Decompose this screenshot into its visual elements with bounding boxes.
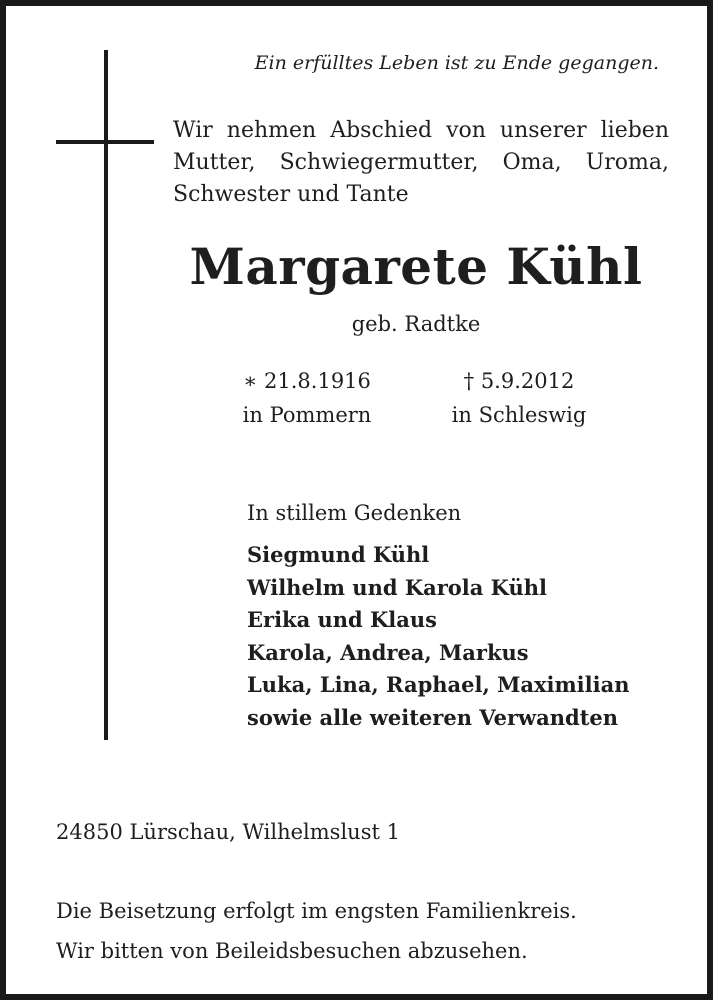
closing-notice	[56, 891, 577, 971]
mourner: sowie alle weiteren Verwandten	[247, 704, 619, 730]
mourner: Luka, Lina, Raphael, Maximilian	[247, 672, 630, 697]
memory-line: In stillem Gedenken	[247, 501, 462, 525]
closing-line: Wir bitten von Beileidsbesuchen abzusehen.	[56, 939, 528, 963]
address: 24850 Lürschau, Wilhelmslust 1	[56, 820, 400, 844]
cross-icon	[104, 50, 108, 740]
deceased-name: Margarete Kühl	[189, 237, 643, 296]
birth-place: in Pommern	[242, 403, 372, 427]
mourner: Erika und Klaus	[247, 607, 437, 632]
mourner: Karola, Andrea, Markus	[247, 639, 529, 665]
closing-line: Die Beisetzung erfolgt im engsten Familienkreis.	[56, 899, 577, 923]
motto: Ein erfülltes Leben ist zu Ende gegangen.	[254, 52, 659, 74]
birth-info	[187, 364, 427, 432]
death-info	[399, 364, 639, 432]
mourners-list	[247, 539, 630, 734]
cross-icon-bar	[56, 140, 154, 144]
birth-date: ∗ 21.8.1916	[243, 369, 371, 393]
mourner: Siegmund Kühl	[247, 542, 430, 567]
mourner: Wilhelm und Karola Kühl	[247, 574, 547, 600]
maiden-name: geb. Radtke	[351, 312, 481, 336]
intro-text: Wir nehmen Abschied von unserer lieben Mutter, Schwiegermutter, Oma, Uroma, Schwester und Tante	[173, 118, 669, 207]
death-date: † 5.9.2012	[463, 369, 575, 393]
death-place: in Schleswig	[451, 403, 587, 427]
